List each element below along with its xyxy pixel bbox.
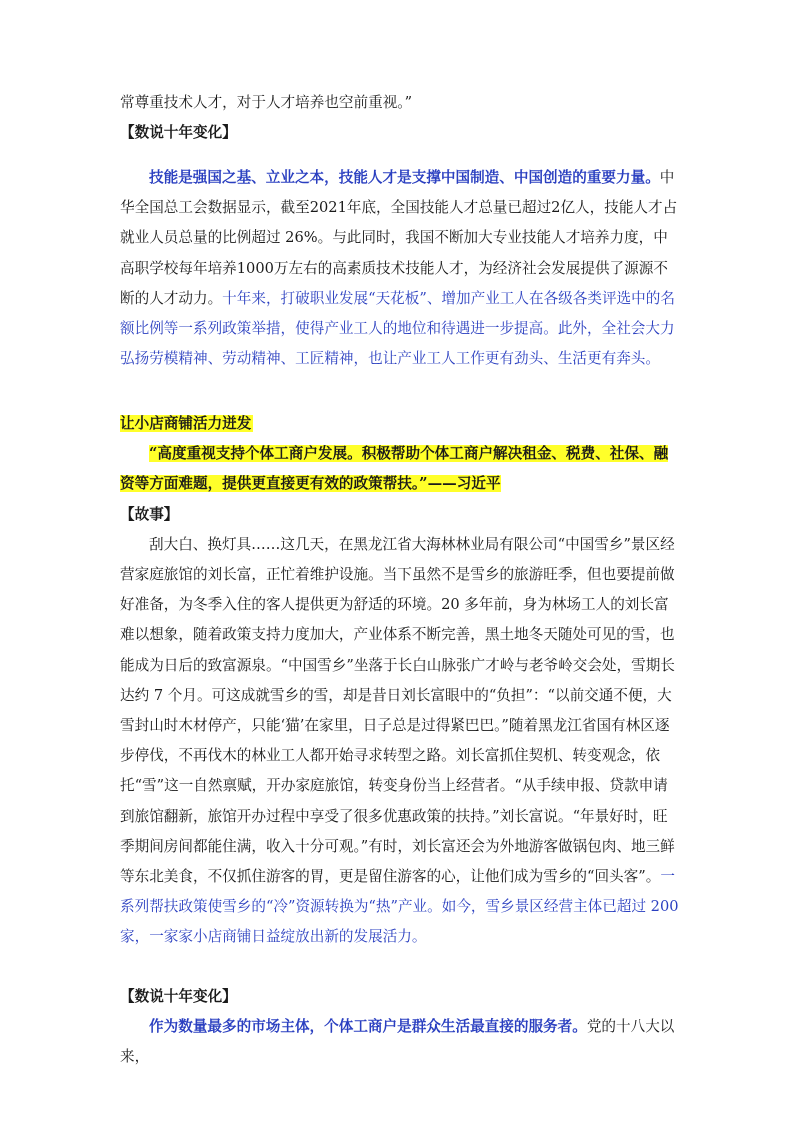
section-data-2: [120, 982, 680, 1073]
skills-policy-text: 十年来，打破职业发展“天花板”、增加产业工人在各级各类评选中的名额比例等一系列政策举措，使得产业工人的地位和待遇进一步提高。此外，全社会大力弘扬劳模精神、劳动精神、工匠精神，也让产业工人工作更有劲头、生活更有奔头。: [120, 289, 675, 368]
paragraph-individual-business: [120, 1012, 680, 1072]
section-heading-data-2: 【数说十年变化】: [120, 988, 237, 1005]
section-small-shops: [120, 409, 680, 953]
story-paragraph: [120, 530, 680, 953]
key-sentence-skills: 技能是强国之基、立业之本，技能人才是支撑中国制造、中国创造的重要力量。: [149, 169, 660, 186]
section-intro: [120, 88, 680, 148]
individual-text: 党的十八大以来，: [120, 1018, 675, 1066]
key-sentence-individual: 作为数量最多的市场主体，个体工商户是群众生活最直接的服务者。: [149, 1018, 587, 1036]
story-heading: 【故事】: [120, 505, 179, 523]
story-text: 刮大白、换灯具……这几天，在黑龙江省大海林林业局有限公司“中国雪乡”景区经营家庭旅馆的刘长富，正忙着维护设施。当下虽然不是雪乡的旅游旺季，但也要提前做好准备，为冬季入住的客人提供更为舒适的环境。20 多年前，身为林场工人的刘长富难以想象，随着政策支持力度加大，产业体系不断完善，黑土地冬天随处可见的雪，也能成为日后的致富源泉。“中国雪乡”坐落于长白山脉张广才岭与老爷岭交会处，雪期长达约 7 个月。可这成就雪乡的雪，却是昔日刘长富眼中的“负担”：“以前交通不便，大雪封山时木材停产，只能‘猫’在家里，日子总是过得紧巴巴。”随着黑龙江省国有林区逐步停伐，不再伐木的林业工人都开始寻求转型之路。刘长富抓住契机、转变观念，依托“雪”这一自然禀赋，开办家庭旅馆，转变身份当上经营者。“从手续申报、贷款申请到旅馆翻新，旅馆开办过程中享受了很多优惠政策的扶持。”刘长富说。“年景好时，旺季期间房间都能住满，收入十分可观。”有时，刘长富还会为外地游客做锅包肉、地三鲜等东北美食，不仅抓住游客的胃，更是留住游客的心，让他们成为雪乡的“回头客”。: [120, 535, 675, 886]
xi-quote: “高度重视支持个体工商户发展。积极帮助个体工商户解决租金、税费、社保、融资等方面难题，提供更直接更有效的政策帮扶。”——习近平: [120, 445, 669, 493]
section-heading-data: 【数说十年变化】: [120, 124, 237, 142]
continued-quote-line: 常尊重技术人才，对于人才培养也空前重视。”: [120, 94, 413, 111]
story-conclusion: 一系列帮扶政策使雪乡的“冷”资源转换为“热”产业。如今，雪乡景区经营主体已超过 200 家，一家家小店商铺日益绽放出新的发展活力。: [120, 868, 679, 946]
section-title-wrapper: [120, 409, 680, 439]
paragraph-skills: [120, 163, 680, 374]
skills-statistics-text: 中华全国总工会数据显示，截至2021年底，全国技能人才总量已超过2亿人，技能人才占就业人员总量的比例超过 26%。与此同时，我国不断加大专业技能人才培养力度，中高职学校每年培养1000万左右的高素质技术技能人才，为经济社会发展提供了源源不断的人才动力。: [120, 169, 678, 307]
quote-paragraph: [120, 439, 680, 499]
section-title-small-shops: 让小店商铺活力迸发: [120, 415, 252, 432]
